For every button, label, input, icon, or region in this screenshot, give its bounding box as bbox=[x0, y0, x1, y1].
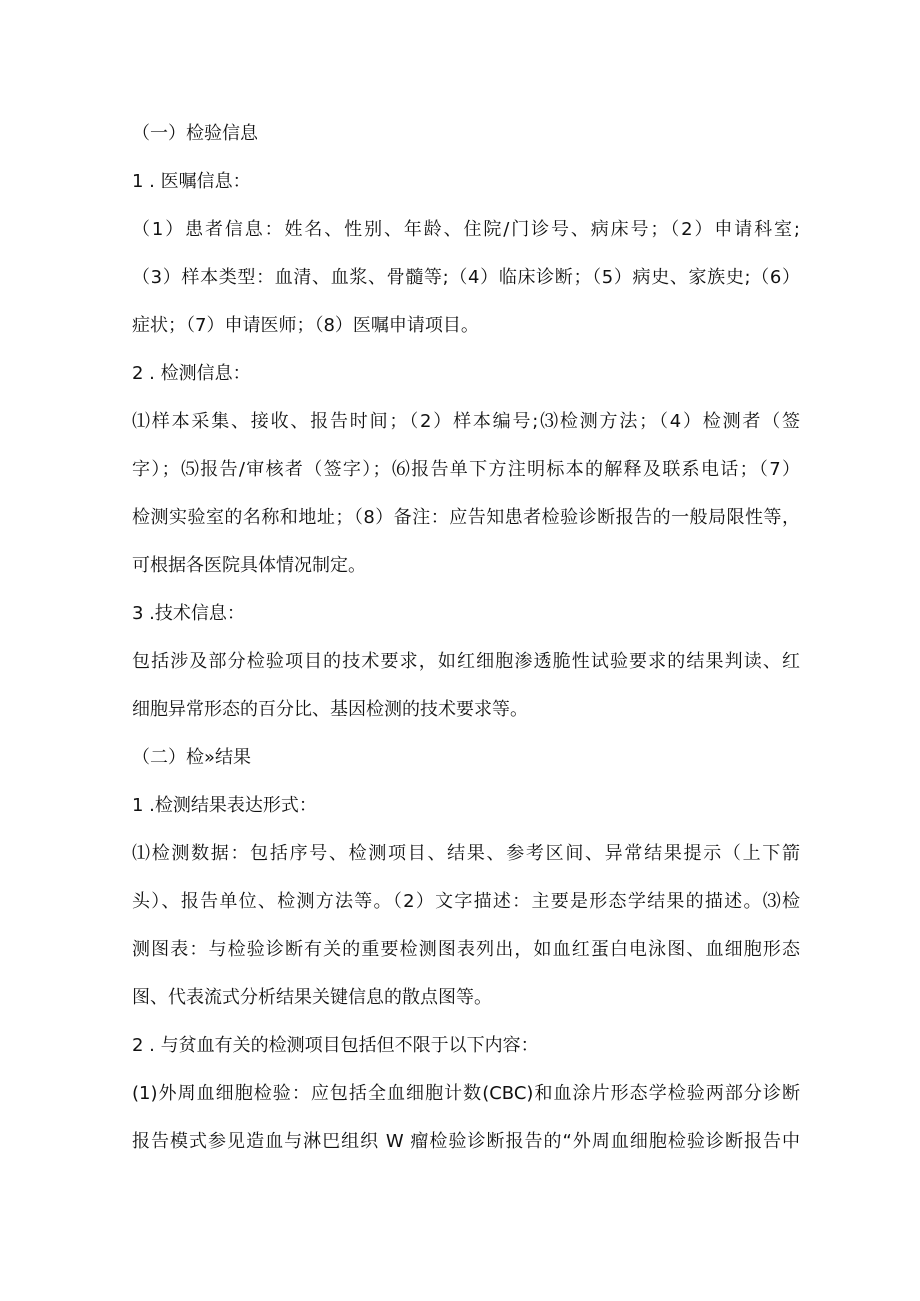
section-heading-inspection-info: （一）检验信息 bbox=[132, 123, 258, 144]
paragraph-line: 字）；⑸报告/审核者（签字）；⑹报告单下方注明标本的解释及联系电话；（7） bbox=[132, 459, 800, 480]
subheading-order-info: 1 . 医嘱信息： bbox=[132, 171, 251, 192]
subheading-anemia-tests: 2 . 与贫血有关的检测项目包括但不限于以下内容： bbox=[132, 1035, 539, 1056]
paragraph-line: ⑴样本采集、接收、报告时间；（2）样本编号;⑶检测方法；（4）检测者（签 bbox=[132, 411, 800, 432]
paragraph-line: 包括涉及部分检验项目的技术要求，如红细胞渗透脆性试验要求的结果判读、红 bbox=[132, 651, 800, 672]
section-heading-results: （二）检»结果 bbox=[132, 747, 252, 768]
paragraph-line: (1)外周血细胞检验：应包括全血细胞计数(CBC)和血涂片形态学检验两部分诊断 bbox=[132, 1083, 800, 1104]
paragraph-line: （1）患者信息：姓名、性别、年龄、住院/门诊号、病床号；（2）申请科室; bbox=[132, 219, 800, 240]
paragraph-line: 图、代表流式分析结果关键信息的散点图等。 bbox=[132, 987, 492, 1008]
paragraph-line: （3）样本类型：血清、血浆、骨髓等;（4）临床诊断；（5）病史、家族史;（6） bbox=[132, 267, 800, 288]
paragraph-line: ⑴检测数据：包括序号、检测项目、结果、参考区间、异常结果提示（上下箭 bbox=[132, 843, 800, 864]
paragraph-line: 头）、报告单位、检测方法等。（2）文字描述：主要是形态学结果的描述。⑶检 bbox=[132, 891, 800, 912]
paragraph-line: 测图表：与检验诊断有关的重要检测图表列出，如血红蛋白电泳图、血细胞形态 bbox=[132, 939, 800, 960]
paragraph-line: 可根据各医院具体情况制定。 bbox=[132, 555, 366, 576]
paragraph-line: 报告模式参见造血与淋巴组织 W 瘤检验诊断报告的“外周血细胞检验诊断报告中 bbox=[132, 1131, 800, 1152]
paragraph-line: 细胞异常形态的百分比、基因检测的技术要求等。 bbox=[132, 699, 528, 720]
subheading-technical-info: 3 .技术信息： bbox=[132, 603, 245, 624]
paragraph-line: 症状；（7）申请医师；（8）医嘱申请项目。 bbox=[132, 315, 479, 336]
paragraph-line: 检测实验室的名称和地址；（8）备注：应告知患者检验诊断报告的一般局限性等， bbox=[132, 507, 800, 528]
subheading-result-format: 1 .检测结果表达形式： bbox=[132, 795, 317, 816]
subheading-test-info: 2 . 检测信息： bbox=[132, 363, 251, 384]
